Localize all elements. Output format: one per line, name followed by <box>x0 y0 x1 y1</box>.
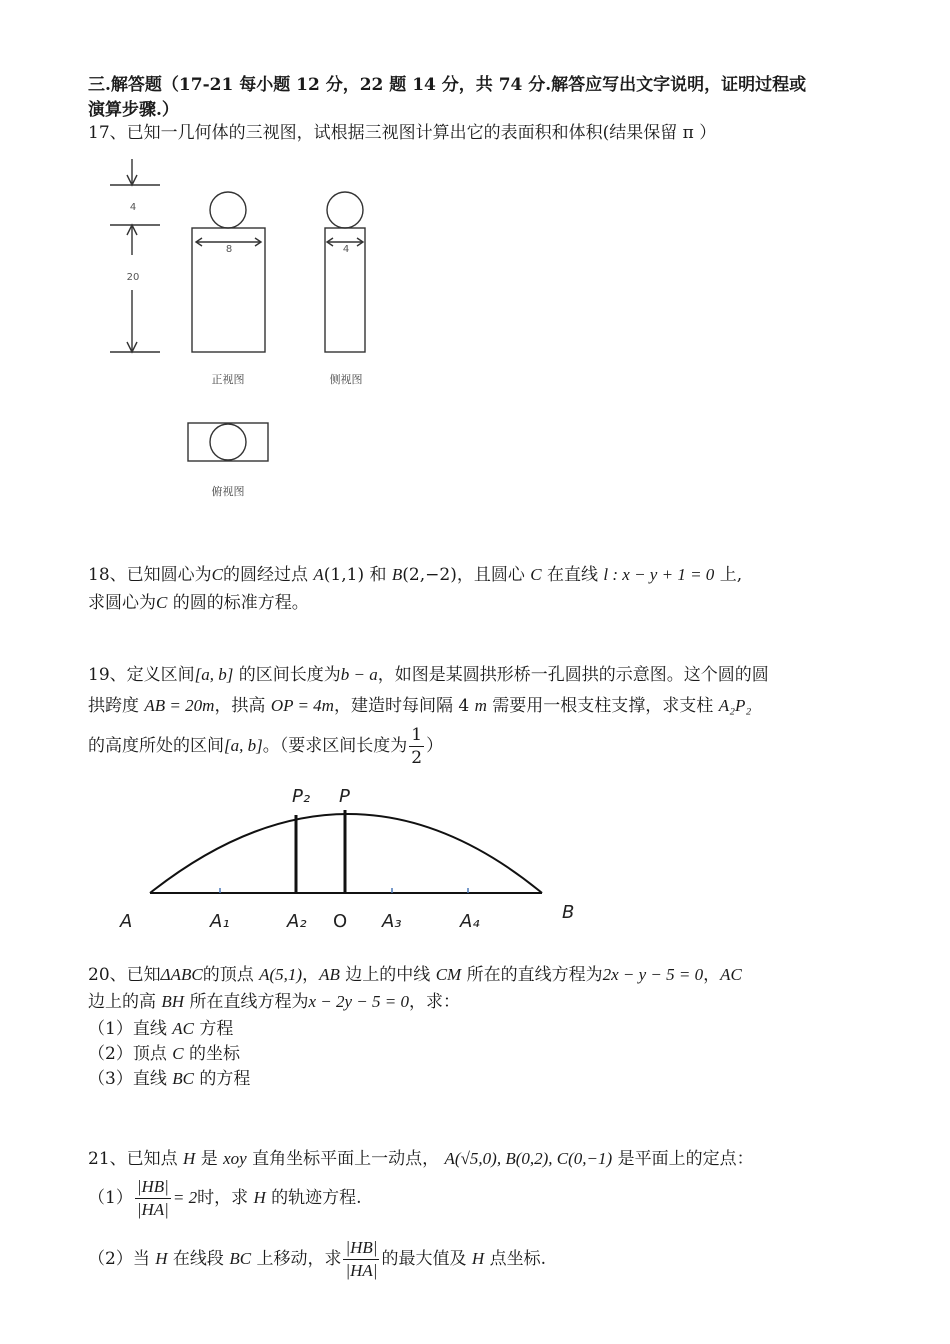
q20-line1: 20、已知ΔABC的顶点 A(5,1)，AB 边上的中线 CM 所在的直线方程为2x − y − 5 = 0，AC <box>88 965 742 985</box>
side-view-sphere <box>327 192 363 228</box>
top-view-circle <box>210 424 246 460</box>
section-heading-line2: 演算步骤.） <box>88 100 179 120</box>
front-view-label: 正视图 <box>211 373 245 386</box>
label-A: A <box>120 911 133 932</box>
q19-line2: 拱跨度 AB = 20m，拱高 OP = 4m，建造时每间隔 4 m 需要用一根支柱支撑，求支柱 A₂P₂ <box>88 696 752 716</box>
q18-line1: 18、已知圆心为C的圆经过点 A(1,1) 和 B(2,−2)，且圆心 C 在直线 l : x − y + 1 = 0 上, <box>88 565 743 585</box>
label-A3: A₃ <box>382 911 402 932</box>
dim-label-8: 8 <box>225 244 233 255</box>
section-heading-line1: 三.解答题（17-21 每小题 12 分，22 题 14 分，共 74 分.解答应写出文字说明，证明过程或 <box>88 75 807 95</box>
q20-sub1: （1）直线 AC 方程 <box>88 1019 234 1039</box>
dim-label-20: 20 <box>126 272 140 283</box>
q18-line2: 求圆心为C 的圆的标准方程。 <box>88 593 309 613</box>
q19-line1: 19、定义区间[a, b] 的区间长度为b − a，如图是某圆拱形桥一孔圆拱的示意图。这个圆的圆 <box>88 665 769 685</box>
q20-sub3: （3）直线 BC 的方程 <box>88 1069 251 1089</box>
q21-sub2: （2）当 H 在线段 BC 上移动，求 $\frac{|HB|}{|HA|}$ 的最大值及 H 点坐标. <box>88 1238 546 1280</box>
label-P2: P₂ <box>292 786 311 807</box>
q21-sub1: （1） $\frac{|HB|}{|HA|}$ = 2时，求 H 的轨迹方程. <box>88 1177 362 1219</box>
q17-text: 17、已知一几何体的三视图，试根据三视图计算出它的表面积和体积(结果保留 π ） <box>88 123 717 143</box>
q20-line2: 边上的高 BH 所在直线方程为x − 2y − 5 = 0，求： <box>88 992 460 1012</box>
q20-sub2: （2）顶点 C 的坐标 <box>88 1044 240 1064</box>
q21-sub2-fraction: $\frac{|HB|}{|HA|}$ <box>345 1238 378 1280</box>
top-view-label: 俯视图 <box>211 485 245 498</box>
q19-line3: 的高度所处的区间[a, b]。（要求区间长度为 $\frac{1}{2}$ ） <box>88 725 444 768</box>
q17-three-view-figure <box>100 155 400 505</box>
q19-fraction: $\frac{1}{2}$ <box>411 725 423 768</box>
top-view-rect <box>188 423 268 461</box>
label-O: O <box>333 911 348 932</box>
q21-sub1-fraction: $\frac{|HB|}{|HA|}$ <box>136 1177 169 1219</box>
label-P: P <box>339 786 350 807</box>
dim-label-side-4: 4 <box>342 244 350 255</box>
q21-line1: 21、已知点 H 是 xoy 直角坐标平面上一动点， A(√5,0), B(0,2), C(0,−1) 是平面上的定点： <box>88 1149 754 1169</box>
side-view-label: 侧视图 <box>329 373 363 386</box>
label-A4: A₄ <box>460 911 480 932</box>
label-B: B <box>562 902 575 923</box>
label-A1: A₁ <box>210 911 230 932</box>
label-A2: A₂ <box>287 911 307 932</box>
q19-arch-figure <box>110 780 600 940</box>
front-view-sphere <box>210 192 246 228</box>
dim-label-4: 4 <box>129 202 137 213</box>
